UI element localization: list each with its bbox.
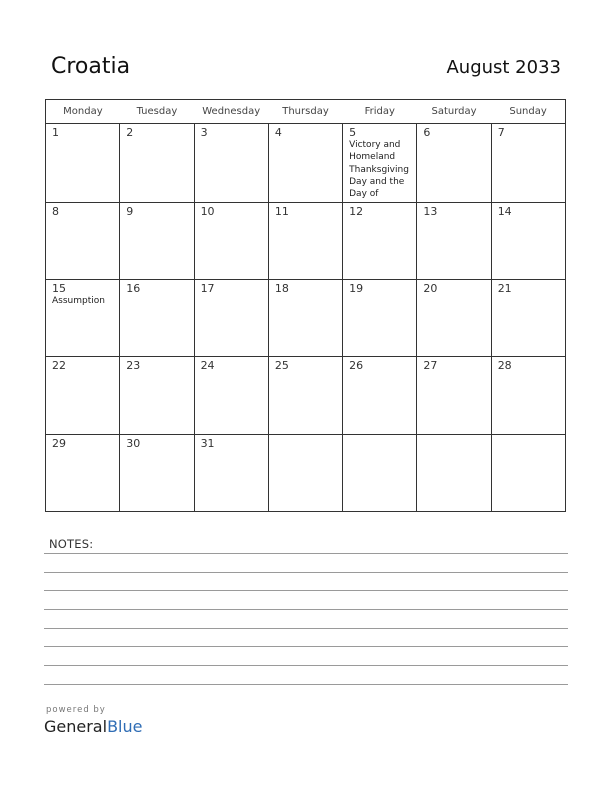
day-cell bbox=[491, 124, 565, 203]
day-cell bbox=[491, 202, 565, 279]
day-number: 20 bbox=[423, 282, 438, 296]
day-cell bbox=[194, 434, 268, 511]
weekday-sunday: Sunday bbox=[491, 100, 565, 124]
weekday-monday: Monday bbox=[46, 100, 120, 124]
day-cell bbox=[120, 357, 194, 434]
day-number: 30 bbox=[126, 436, 141, 450]
note-line bbox=[44, 572, 568, 573]
note-line bbox=[44, 590, 568, 591]
day-cell bbox=[46, 280, 120, 357]
day-number: 15 bbox=[52, 282, 66, 296]
day-cell bbox=[268, 357, 342, 434]
day-cell bbox=[268, 434, 342, 511]
day-cell bbox=[120, 124, 194, 203]
day-number: 7 bbox=[497, 126, 505, 139]
day-cell bbox=[343, 202, 417, 279]
day-cell bbox=[491, 357, 565, 434]
day-cell bbox=[343, 280, 417, 357]
calendar-grid bbox=[45, 99, 566, 512]
day-number: 28 bbox=[497, 359, 512, 373]
week-row bbox=[46, 357, 566, 434]
weekday-saturday: Saturday bbox=[417, 100, 491, 124]
day-number: 5 bbox=[349, 126, 357, 139]
day-cell bbox=[417, 434, 491, 511]
day-cell bbox=[120, 202, 194, 279]
note-line bbox=[44, 609, 568, 610]
holiday-label: Assumption bbox=[52, 296, 105, 307]
day-number: 23 bbox=[126, 359, 141, 373]
day-cell bbox=[46, 434, 120, 511]
day-number: 11 bbox=[274, 204, 289, 218]
day-cell bbox=[268, 124, 342, 203]
day-number: 4 bbox=[274, 126, 282, 139]
day-number: 26 bbox=[349, 359, 364, 373]
day-cell bbox=[46, 357, 120, 434]
month-year-title: August 2033 bbox=[446, 57, 561, 78]
brand-blue: Blue bbox=[107, 717, 143, 736]
day-cell bbox=[417, 280, 491, 357]
day-cell bbox=[120, 434, 194, 511]
day-cell bbox=[417, 202, 491, 279]
day-number: 21 bbox=[497, 282, 512, 296]
powered-by-text: powered by bbox=[46, 705, 106, 715]
week-row bbox=[46, 124, 566, 203]
day-number: 2 bbox=[126, 126, 134, 139]
day-number: 8 bbox=[52, 204, 59, 218]
note-line bbox=[44, 646, 568, 647]
day-cell bbox=[268, 280, 342, 357]
day-number: 18 bbox=[274, 282, 289, 296]
day-number: 16 bbox=[126, 282, 141, 296]
day-cell bbox=[343, 357, 417, 434]
weekday-friday: Friday bbox=[343, 100, 417, 124]
day-cell bbox=[120, 280, 194, 357]
day-number: 6 bbox=[423, 126, 431, 139]
day-number: 31 bbox=[200, 436, 215, 450]
day-cell bbox=[268, 202, 342, 279]
day-number: 24 bbox=[200, 359, 215, 373]
day-cell bbox=[194, 124, 268, 203]
day-cell bbox=[46, 124, 120, 203]
day-number: 1 bbox=[52, 126, 59, 139]
day-number: 19 bbox=[349, 282, 364, 296]
note-line bbox=[44, 628, 568, 629]
day-cell bbox=[491, 434, 565, 511]
day-number: 22 bbox=[52, 359, 66, 373]
holiday-label: Victory and Homeland Thanksgiving Day and the Day of bbox=[349, 140, 409, 200]
day-cell bbox=[194, 280, 268, 357]
day-number: 10 bbox=[200, 204, 215, 218]
day-cell bbox=[194, 357, 268, 434]
note-line bbox=[44, 684, 568, 685]
day-number: 12 bbox=[349, 204, 364, 218]
note-line bbox=[44, 553, 568, 554]
day-number: 9 bbox=[126, 204, 134, 218]
day-number: 14 bbox=[497, 204, 512, 218]
generalblue-logo bbox=[44, 717, 142, 736]
day-number: 3 bbox=[200, 126, 208, 139]
day-cell bbox=[491, 280, 565, 357]
weekday-tuesday: Tuesday bbox=[120, 100, 194, 124]
week-row bbox=[46, 434, 566, 511]
notes-label: NOTES: bbox=[49, 537, 94, 551]
weekday-thursday: Thursday bbox=[268, 100, 342, 124]
country-title: Croatia bbox=[51, 54, 131, 79]
weekday-wednesday: Wednesday bbox=[194, 100, 268, 124]
calendar-body bbox=[46, 124, 566, 512]
day-number: 13 bbox=[423, 204, 438, 218]
day-cell bbox=[343, 434, 417, 511]
week-row bbox=[46, 202, 566, 279]
day-number: 29 bbox=[52, 436, 66, 450]
week-row bbox=[46, 280, 566, 357]
day-cell bbox=[194, 202, 268, 279]
day-number: 25 bbox=[274, 359, 289, 373]
day-cell bbox=[417, 124, 491, 203]
day-number: 17 bbox=[200, 282, 215, 296]
day-cell bbox=[417, 357, 491, 434]
note-line bbox=[44, 665, 568, 666]
day-cell bbox=[46, 202, 120, 279]
day-number: 27 bbox=[423, 359, 438, 373]
weekday-header-row bbox=[46, 100, 566, 124]
brand-general: General bbox=[44, 717, 108, 736]
day-cell bbox=[343, 124, 417, 203]
